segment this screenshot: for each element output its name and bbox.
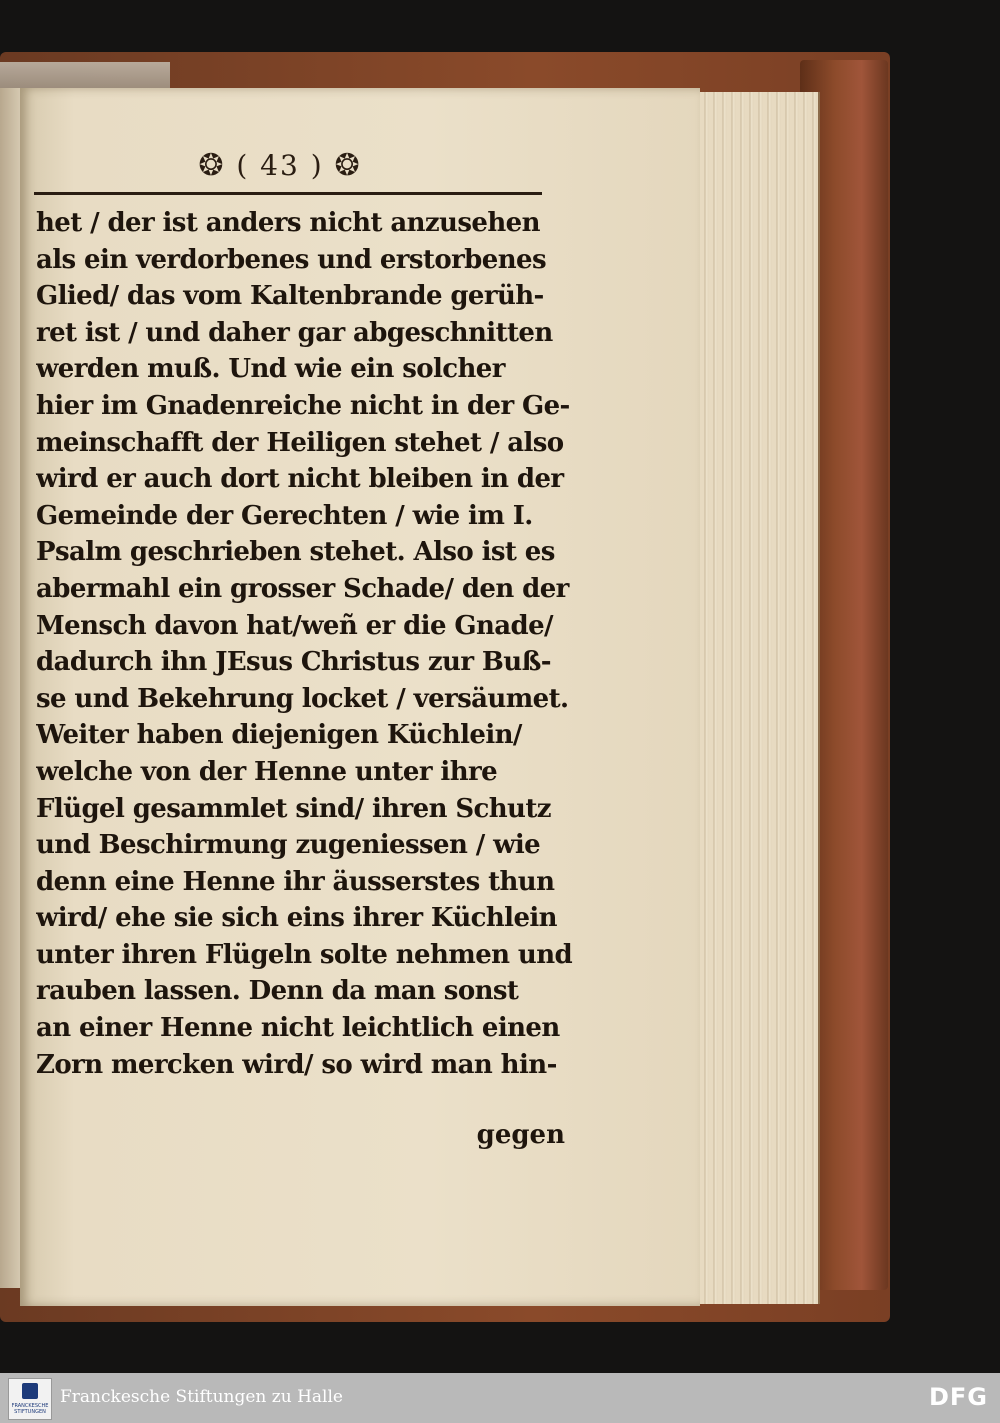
text-line: wird er auch dort nicht bleiben in der (36, 464, 564, 495)
catchword: gegen (476, 1120, 565, 1150)
dfg-logo[interactable]: DFG (928, 1383, 988, 1411)
text-line: welche von der Henne unter ihre (36, 756, 498, 787)
text-line: abermahl ein grosser Schade/ den der (36, 573, 569, 604)
text-line: Weiter haben diejenigen Küchlein/ (36, 720, 522, 751)
page-header (190, 148, 370, 188)
text-line: Psalm geschrieben stehet. Also ist es (36, 537, 555, 568)
text-line: Gemeinde der Gerechten / wie im I. (36, 500, 533, 531)
text-line: und Beschirmung zugeniessen / wie (36, 830, 541, 861)
logo-emblem-icon (22, 1383, 38, 1399)
text-line: an einer Henne nicht leichtlich einen (36, 1013, 560, 1044)
text-line: Mensch davon hat/weñ er die Gnade/ (36, 610, 553, 641)
text-line: het / der ist anders nicht anzusehen (36, 208, 540, 238)
text-line: als ein verdorbenes und erstorbenes (36, 244, 546, 275)
institution-name[interactable]: Franckesche Stiftungen zu Halle (60, 1387, 343, 1407)
page-number: ( 43 ) (236, 149, 324, 182)
left-page-edge (0, 88, 22, 1288)
text-line: wird/ ehe sie sich eins ihrer Küchlein (36, 903, 557, 934)
text-line: ret ist / und daher gar abgeschnitten (36, 317, 553, 348)
text-line: Glied/ das vom Kaltenbrande gerüh- (36, 281, 544, 312)
text-line: dadurch ihn JEsus Christus zur Buß- (36, 647, 551, 678)
text-line: denn eine Henne ihr äusserstes thun (36, 866, 555, 897)
text-line: Flügel gesammlet sind/ ihren Schutz (36, 793, 551, 824)
text-line: rauben lassen. Denn da man sonst (36, 976, 519, 1007)
footer-bar (0, 1373, 1000, 1423)
text-line: se und Bekehrung locket / versäumet. (36, 683, 569, 714)
header-rule (34, 192, 542, 195)
ornament-left-icon: ❂ (198, 148, 226, 183)
text-line: meinschafft der Heiligen stehet / also (36, 427, 564, 458)
text-line: Zorn mercken wird/ so wird man hin- (36, 1049, 557, 1080)
text-line: hier im Gnadenreiche nicht in der Ge- (36, 390, 570, 421)
page-stack (700, 92, 820, 1304)
text-line: werden muß. Und wie ein solcher (36, 354, 505, 385)
institution-logo[interactable] (8, 1378, 52, 1420)
text-line: unter ihren Flügeln solte nehmen und (36, 939, 573, 970)
logo-caption: FRANCKESCHE STIFTUNGEN (11, 1403, 49, 1415)
body-text (36, 205, 576, 1083)
ornament-right-icon: ❂ (334, 148, 362, 183)
